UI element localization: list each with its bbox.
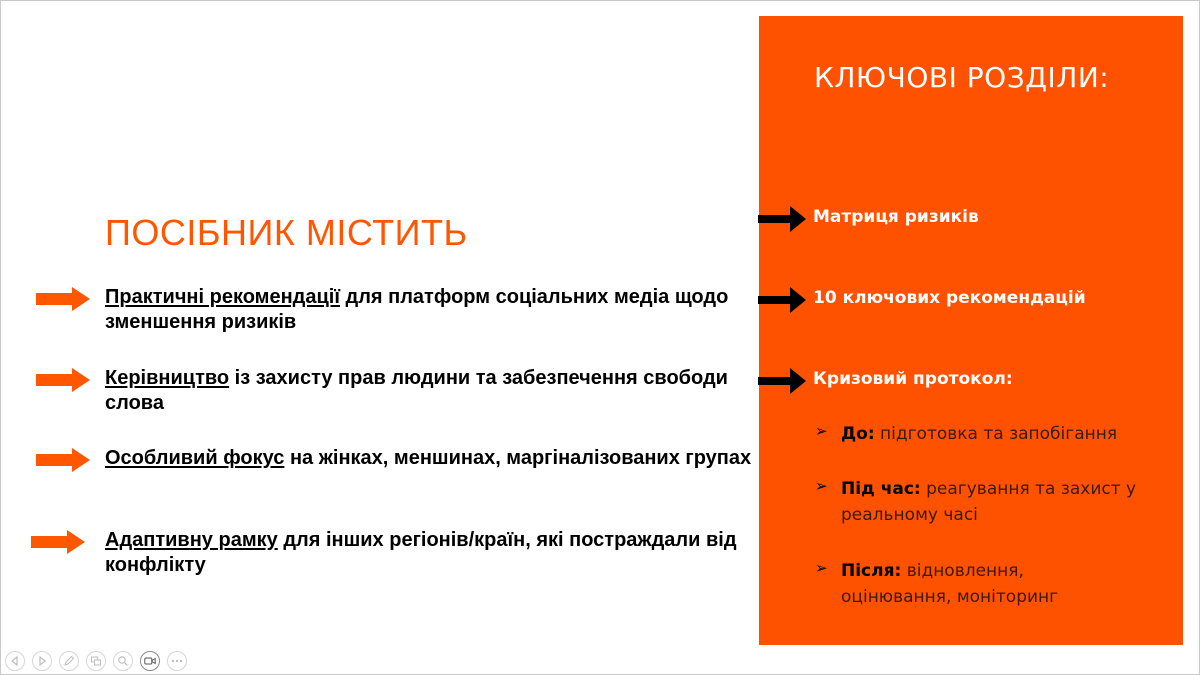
next-slide-button[interactable] [32, 651, 52, 671]
left-list-item [0, 446, 760, 506]
crisis-protocol-text [841, 476, 1141, 528]
key-sections-title: КЛЮЧОВІ РОЗДІЛИ: [814, 61, 1110, 94]
crisis-protocol-description: реагування та захист у реальному часі [841, 479, 1137, 525]
left-item-text [105, 528, 760, 578]
crisis-protocol-text [841, 421, 1151, 447]
next-slide-icon [37, 656, 47, 666]
crisis-protocol-text [841, 558, 1081, 610]
orange-arrow-icon [36, 368, 90, 392]
zoom-icon [117, 655, 129, 667]
more-options-button[interactable] [167, 651, 187, 671]
more-options-icon [171, 659, 183, 663]
left-item-lead: Адаптивну рамку [105, 529, 278, 551]
left-section-title: ПОСІБНИК МІСТИТЬ [105, 212, 468, 253]
left-item-rest: для інших регіонів/країн, які постраждали від конфлікту [105, 529, 737, 576]
left-item-lead: Керівництво [105, 367, 230, 389]
pen-icon [63, 655, 75, 667]
video-camera-icon [144, 656, 156, 666]
left-list-item [0, 285, 760, 345]
left-item-rest: на жінках, меншинах, маргіналізованих групах [284, 447, 752, 469]
crisis-protocol-phase: Під час: [841, 479, 921, 499]
left-item-rest: із захисту прав людини та забезпечення свободи слова [105, 367, 728, 414]
slides-grid-icon [90, 655, 102, 667]
black-arrow-icon [758, 287, 806, 313]
previous-slide-icon [10, 656, 20, 666]
left-item-lead: Особливий фокус [105, 447, 285, 469]
zoom-button[interactable] [113, 651, 133, 671]
key-sections-panel [759, 16, 1183, 645]
video-camera-button[interactable] [140, 651, 160, 671]
slides-grid-button[interactable] [86, 651, 106, 671]
presentation-toolbar [5, 651, 187, 671]
orange-arrow-icon [31, 530, 85, 554]
pen-button[interactable] [59, 651, 79, 671]
left-item-rest: для платформ соціальних медіа щодо зменшення ризиків [105, 286, 729, 333]
arrowhead-bullet-icon: ➢ [815, 559, 828, 577]
left-item-lead: Практичні рекомендації [105, 286, 340, 308]
left-item-text [105, 285, 760, 335]
key-section-item [759, 204, 1183, 234]
crisis-protocol-phase: До: [841, 424, 875, 444]
left-item-text [105, 446, 760, 471]
key-section-item [759, 285, 1183, 315]
key-section-item [759, 366, 1183, 396]
arrowhead-bullet-icon: ➢ [815, 477, 828, 495]
black-arrow-icon [758, 368, 806, 394]
orange-arrow-icon [36, 448, 90, 472]
black-arrow-icon [758, 206, 806, 232]
previous-slide-button[interactable] [5, 651, 25, 671]
orange-arrow-icon [36, 287, 90, 311]
key-section-label: 10 ключових рекомендацій [813, 288, 1086, 308]
crisis-protocol-description: підготовка та запобігання [874, 424, 1118, 444]
crisis-protocol-phase: Після: [841, 561, 902, 581]
key-section-label: Кризовий протокол: [813, 369, 1013, 389]
arrowhead-bullet-icon: ➢ [815, 422, 828, 440]
left-list-item [0, 528, 760, 588]
left-list-item [0, 366, 760, 426]
key-section-label: Матриця ризиків [813, 207, 979, 227]
crisis-protocol-description: відновлення, оцінювання, моніторинг [841, 561, 1059, 607]
left-item-text [105, 366, 760, 416]
